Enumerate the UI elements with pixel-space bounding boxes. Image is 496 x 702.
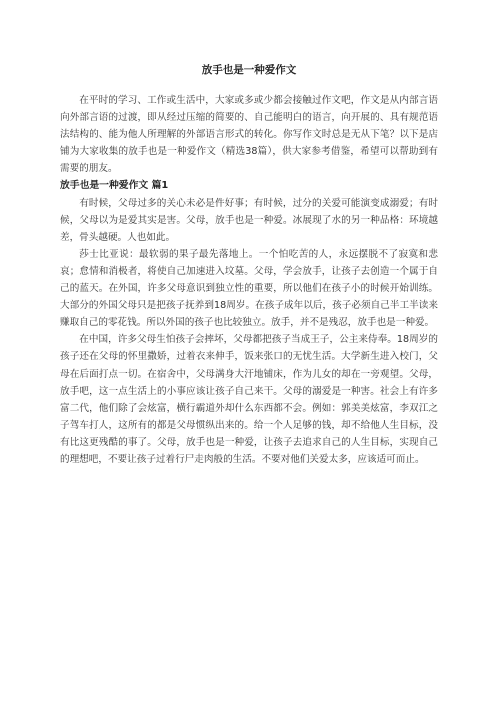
body-paragraph: 在中国，许多父母生怕孩子会摔坏，父母都把孩子当成王子，公主来侍奉。18周岁的孩子还在父母的怀里撒娇，过着衣来伸手，饭来张口的无忧生活。大学新生进入校门，父母在后面打点一切。在宿舍中，父母满身大汗地铺床，作为儿女的却在一旁观望。父母，放手吧，这一点生活上的小事应该让孩子自己来干。父母的溺爱是一种害。社会上有许多富二代，他们除了会炫富，横行霸道外却什么东西都不会。例如：郭美美炫富，李双江之子驾车打人，这所有的都是父母惯纵出来的。给一个人足够的钱，却不给他人生目标，没有比这更残酷的事了。父母，放手也是一种爱，让孩子去追求自己的人生目标，实现自己的理想吧，不要让孩子过着行尸走肉般的生活。不要对他们关爱太多，应该适可而止。 (60, 334, 438, 465)
document-page (60, 62, 438, 468)
body-paragraph: 莎士比亚说：最软弱的果子最先落地上。一个怕吃苦的人，永远摆脱不了寂寞和悲哀；怠情和消极者，将使自己加速进入坟墓。父母，学会放手，让孩子去创造一个属于自己的蓝天。在外国，许多父母意识到独立性的重要，所以他们在孩子小的时候开始训练。大部分的外国父母只是把孩子抚养到18周岁。在孩子成年以后，孩子必须自己半工半读来赚取自己的零花钱。所以外国的孩子也比较独立。放手，并不是残忍，放手也是一种爱。 (60, 248, 438, 329)
section-heading: 放手也是一种爱作文 篇1 (60, 180, 169, 192)
body-paragraph: 有时候，父母过多的关心未必是件好事；有时候，过分的关爱可能演变成溺爱；有时候，父母以为是爱其实是害。父母，放手也是一种爱。冰展现了水的另一种品格：环境越差，骨头越硬。人也如此。 (60, 197, 438, 243)
document-title: 放手也是一种爱作文 (201, 64, 297, 76)
intro-paragraph: 在平时的学习、工作或生活中，大家或多或少都会接触过作文吧，作文是从内部言语向外部言语的过渡，即从经过压缩的简要的、自己能明白的语言，向开展的、具有规范语法结构的、能为他人所理解的外部语言形式的转化。你写作文时总是无从下笔？以下是店铺为大家收集的放手也是一种爱作文（精选38篇），供大家参考借鉴，希望可以帮助到有需要的朋友。 (60, 95, 438, 175)
